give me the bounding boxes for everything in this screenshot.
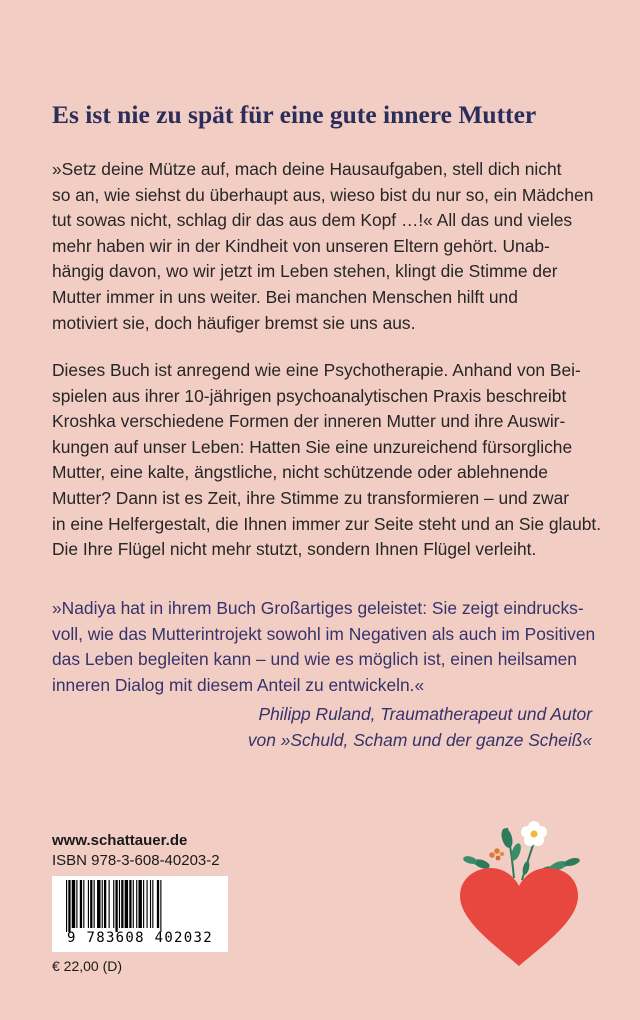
barcode-bar <box>133 880 134 928</box>
quote-attribution <box>72 702 592 753</box>
text-line: Die Ihre Flügel nicht mehr stutzt, sondern Ihnen Flügel verleiht. <box>52 539 537 560</box>
barcode-bar <box>72 880 75 928</box>
text-line: kungen auf unser Leben: Hatten Sie eine unzureichend fürsorgliche <box>52 436 573 457</box>
barcode-bar <box>150 880 151 928</box>
text-line: Mutter? Dann ist es Zeit, ihre Stimme zu transformieren – und zwar <box>52 487 570 508</box>
barcode-bar <box>129 880 131 928</box>
quote-line: voll, wie das Mutterintrojekt sowohl im Negativen als auch im Positiven <box>52 623 596 644</box>
barcode-bar <box>125 880 128 928</box>
text-line: »Setz deine Mütze auf, mach deine Hausaufgaben, stell dich nicht <box>52 159 562 179</box>
text-line: Kroshka verschiedene Formen der inneren Mutter und ihre Auswir- <box>52 411 566 432</box>
text-line: mehr haben wir in der Kindheit von unseren Eltern gehört. Unab- <box>52 235 550 256</box>
publisher-website: www.schattauer.de <box>52 832 188 849</box>
barcode <box>52 876 228 952</box>
barcode-bar <box>80 880 82 928</box>
barcode-bar <box>94 880 95 928</box>
barcode-bar <box>113 880 114 928</box>
barcode-bar <box>119 880 120 928</box>
barcode-bar <box>115 880 117 932</box>
barcode-bars <box>66 880 216 932</box>
barcode-bar <box>109 880 110 928</box>
attribution-line: Philipp Ruland, Traumatherapeut und Autor <box>258 704 592 724</box>
heart-with-flowers-icon <box>452 818 587 968</box>
text-line: Mutter, eine kalte, ängstliche, nicht schützende oder ablehnende <box>52 462 548 483</box>
quote-line: »Nadiya hat in ihrem Buch Großartiges geleistet: Sie zeigt eindrucks- <box>52 598 584 618</box>
barcode-digits: 9 783608 402032 <box>67 930 213 946</box>
text-line: in eine Helfergestalt, die Ihnen immer zur Seite steht und an Sie glaubt. <box>52 513 602 534</box>
headline: Es ist nie zu spät für eine gute innere Mutter <box>52 100 537 129</box>
barcode-bar <box>88 880 89 928</box>
text-line: Dieses Buch ist anregend wie eine Psychotherapie. Anhand von Bei- <box>52 360 581 380</box>
barcode-bar <box>68 880 70 932</box>
barcode-bar <box>121 880 123 928</box>
description-paragraph-2 <box>52 358 612 563</box>
barcode-bar <box>160 880 161 932</box>
barcode-bar <box>104 880 106 928</box>
blurb-quote <box>52 596 612 698</box>
quote-line: das Leben begleiten kann – und wie es möglich ist, einen heilsamen <box>52 649 577 670</box>
barcode-bar <box>157 880 159 928</box>
barcode-bar <box>102 880 103 928</box>
price: € 22,00 (D) <box>52 958 123 974</box>
isbn-number: ISBN 978-3-608-40203-2 <box>52 852 220 869</box>
text-line: tut sowas nicht, schlag dir das aus dem Kopf …!« All das und vieles <box>52 210 573 231</box>
barcode-bar <box>83 880 84 928</box>
text-line: spielen aus ihrer 10-jährigen psychoanalytischen Praxis beschreibt <box>52 385 567 406</box>
barcode-bar <box>66 880 67 932</box>
barcode-bar <box>97 880 100 928</box>
barcode-bar <box>138 880 141 928</box>
text-line: hängig davon, wo wir jetzt im Leben stehen, klingt die Stimme der <box>52 261 558 282</box>
barcode-bar <box>147 880 148 928</box>
barcode-bar <box>143 880 144 928</box>
text-line: Mutter immer in uns weiter. Bei manchen Menschen hilft und <box>52 286 518 307</box>
barcode-bar <box>76 880 77 928</box>
quote-line: inneren Dialog mit diesem Anteil zu entwickeln.« <box>52 674 425 695</box>
text-line: motiviert sie, doch häufiger bremst sie uns aus. <box>52 312 416 333</box>
attribution-line: von »Schuld, Scham und der ganze Scheiß« <box>247 729 592 750</box>
text-line: so an, wie siehst du überhaupt aus, wieso bist du nur so, ein Mädchen <box>52 184 594 205</box>
barcode-bar <box>152 880 153 928</box>
description-paragraph-1 <box>52 157 612 336</box>
barcode-bar <box>90 880 92 928</box>
barcode-bar <box>136 880 137 928</box>
